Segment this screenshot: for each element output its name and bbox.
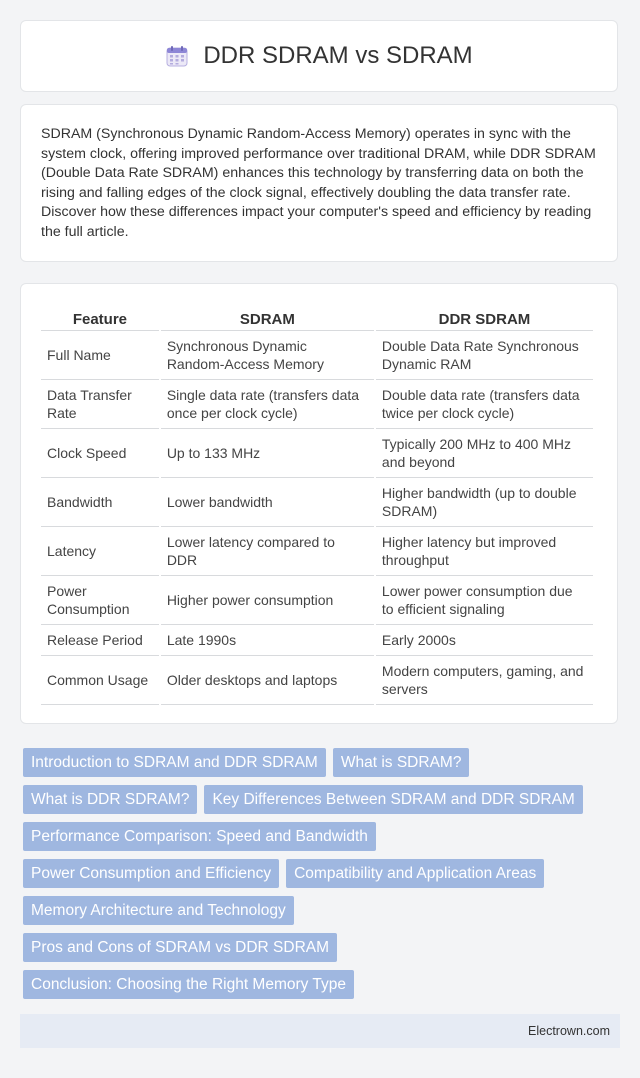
table-cell: Synchronous Dynamic Random-Access Memory [161, 331, 374, 380]
table-cell: Lower power consumption due to efficient signaling [376, 576, 593, 625]
tag-link[interactable]: Conclusion: Choosing the Right Memory Type [23, 970, 354, 999]
tag-row [23, 970, 623, 999]
column-header-feature: Feature [41, 304, 159, 331]
table-cell: Common Usage [41, 656, 159, 705]
footer [20, 1014, 620, 1048]
title-wrap [165, 42, 472, 70]
tag-link[interactable]: Key Differences Between SDRAM and DDR SDRAM [204, 785, 582, 814]
tag-link[interactable]: What is SDRAM? [333, 748, 470, 777]
tag-link[interactable]: Performance Comparison: Speed and Bandwidth [23, 822, 376, 851]
calendar-icon [165, 44, 189, 68]
table-cell: Typically 200 MHz to 400 MHz and beyond [376, 429, 593, 478]
tag-row [23, 896, 623, 925]
table-row [41, 380, 593, 429]
footer-site-name[interactable]: Electrown.com [528, 1024, 610, 1038]
intro-paragraph: SDRAM (Synchronous Dynamic Random-Access Memory) operates in sync with the system clock, offering improved performance over traditional DRAM, while DDR SDRAM (Double Data Rate SDRAM) enhances this technology by transferring data on both the rising and falling edges of the clock signal, effectively doubling the data transfer rate. Discover how these differences impact your computer's speed and efficiency by reading the full article. [41, 126, 596, 240]
tag-link[interactable]: Power Consumption and Efficiency [23, 859, 279, 888]
table-row [41, 478, 593, 527]
tag-row [23, 933, 623, 962]
table-cell: Modern computers, gaming, and servers [376, 656, 593, 705]
table-cell: Early 2000s [376, 625, 593, 656]
table-header-row [41, 304, 593, 331]
comparison-card [20, 283, 618, 724]
tag-link[interactable]: Compatibility and Application Areas [286, 859, 544, 888]
table-row [41, 429, 593, 478]
table-cell: Double data rate (transfers data twice per clock cycle) [376, 380, 593, 429]
table-cell: Double Data Rate Synchronous Dynamic RAM [376, 331, 593, 380]
table-cell: Late 1990s [161, 625, 374, 656]
comparison-table [39, 304, 595, 705]
table-cell: Release Period [41, 625, 159, 656]
table-cell: Single data rate (transfers data once per clock cycle) [161, 380, 374, 429]
tag-row [23, 859, 623, 888]
column-header-ddr-sdram: DDR SDRAM [376, 304, 593, 331]
table-cell: Higher power consumption [161, 576, 374, 625]
table-cell: Bandwidth [41, 478, 159, 527]
table-row [41, 656, 593, 705]
table-cell: Higher latency but improved throughput [376, 527, 593, 576]
tag-row [23, 822, 623, 851]
intro-card [20, 104, 618, 262]
table-cell: Older desktops and laptops [161, 656, 374, 705]
topic-tags [23, 748, 623, 1007]
table-cell: Higher bandwidth (up to double SDRAM) [376, 478, 593, 527]
tag-link[interactable]: Introduction to SDRAM and DDR SDRAM [23, 748, 326, 777]
table-row [41, 576, 593, 625]
table-row [41, 527, 593, 576]
table-cell: Power Consumption [41, 576, 159, 625]
tag-row [23, 785, 623, 814]
table-cell: Clock Speed [41, 429, 159, 478]
page-title: DDR SDRAM vs SDRAM [203, 42, 473, 69]
table-cell: Data Transfer Rate [41, 380, 159, 429]
tag-row [23, 748, 623, 777]
column-header-sdram: SDRAM [161, 304, 374, 331]
title-card [20, 20, 618, 92]
tag-link[interactable]: Memory Architecture and Technology [23, 896, 294, 925]
table-cell: Latency [41, 527, 159, 576]
table-cell: Lower bandwidth [161, 478, 374, 527]
table-row [41, 331, 593, 380]
table-cell: Full Name [41, 331, 159, 380]
tag-link[interactable]: Pros and Cons of SDRAM vs DDR SDRAM [23, 933, 337, 962]
table-row [41, 625, 593, 656]
table-cell: Up to 133 MHz [161, 429, 374, 478]
tag-link[interactable]: What is DDR SDRAM? [23, 785, 197, 814]
table-cell: Lower latency compared to DDR [161, 527, 374, 576]
